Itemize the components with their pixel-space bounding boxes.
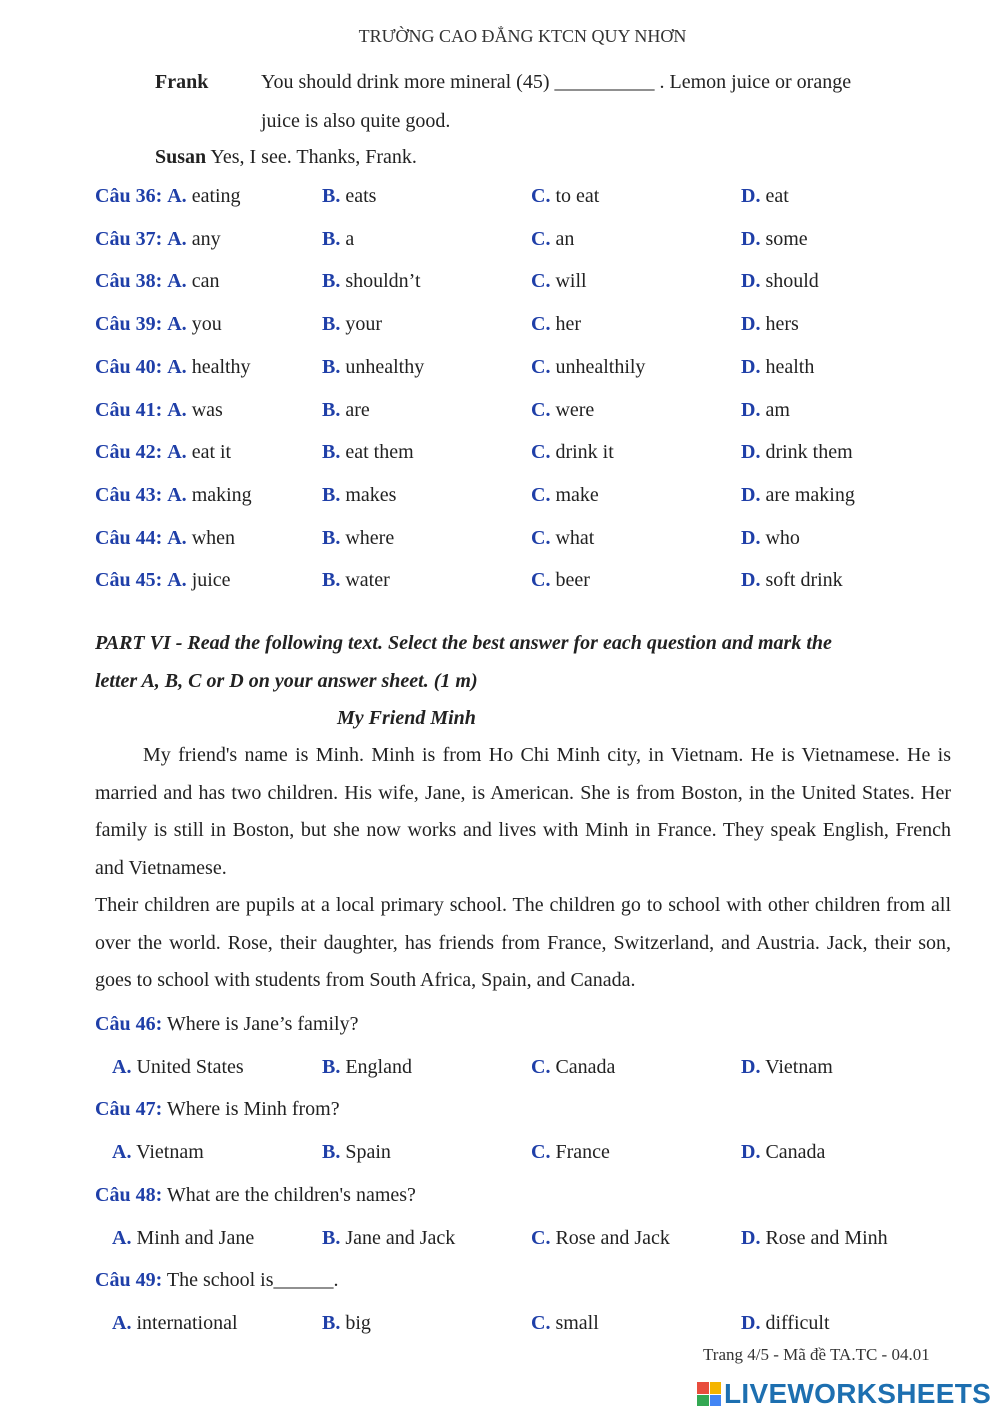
question-number: Câu 40: [95,355,163,378]
option-text: Rose and Minh [765,1226,888,1249]
option-text: am [765,398,790,421]
option-letter: B. [322,1311,341,1334]
option-text: Vietnam [136,1141,204,1164]
question-number-and-option-a [95,356,251,379]
reading-title: My Friend Minh [337,707,476,729]
option-letter: B. [322,313,341,336]
option-text: was [191,398,223,421]
question-number: Câu 42: [95,441,163,464]
answer-option [531,484,599,507]
option-text: Spain [345,1141,391,1164]
option-text: international [136,1311,238,1334]
option-letter: B. [322,355,341,378]
option-text: are [345,398,370,421]
option-letter: A. [167,483,187,506]
option-text: juice [191,569,231,592]
page-footer: Trang 4/5 - Mã đề TA.TC - 04.01 [703,1345,930,1364]
question-number-and-option-a [95,399,223,422]
answer-option [322,270,421,293]
option-text: make [555,483,599,506]
option-letter: C. [531,313,551,336]
option-text: England [345,1056,412,1078]
option-text: any [191,227,221,250]
option-text: small [555,1311,599,1334]
option-text: Jane and Jack [345,1226,456,1249]
option-text: Vietnam [765,1056,833,1078]
option-letter: B. [322,227,341,250]
reading-paragraph-1: My friend's name is Minh. Minh is from Ho Chi Minh city, in Vietnam. He is Vietnamese. He is married and has two children. His wife, Jane, is American. She is from Boston, in the United States. Her family is still in Boston, but she now works and lives with Minh in France. They speak English, French and Vietnamese. [95,744,951,879]
question-text: Where is Jane’s family? [166,1013,359,1035]
answer-option [531,313,581,336]
susan-line [155,146,417,169]
answer-option [322,313,382,336]
option-text: will [555,270,587,293]
option-letter: C. [531,185,551,207]
question-number-and-option-a [95,527,235,550]
susan-text: Yes, I see. Thanks, Frank. [210,146,417,168]
part-6-instruction-line-1: PART VI - Read the following text. Select the best answer for each question and mark the [95,632,832,654]
answer-option [322,1312,371,1335]
option-letter: B. [322,398,341,421]
answer-option [322,569,390,592]
option-letter: C. [531,1226,551,1249]
answer-option [322,484,396,507]
option-text: where [345,526,395,549]
answer-option [322,527,394,550]
option-letter: D. [741,1141,761,1164]
option-text: France [555,1141,610,1164]
answer-option [531,356,645,379]
answer-option [741,1056,833,1079]
question-number: Câu 39: [95,313,163,336]
option-letter: D. [741,441,761,464]
frank-line-1: You should drink more mineral (45) __________ . Lemon juice or orange [261,71,852,93]
option-letter: C. [531,441,551,464]
question-number-and-option-a [95,185,241,208]
option-text: eating [191,185,241,207]
option-text: what [555,526,595,549]
option-letter: A. [167,441,187,464]
option-letter: B. [322,483,341,506]
answer-option [741,569,843,592]
question-number: Câu 49: [95,1268,163,1291]
question-stem [95,1098,340,1121]
option-letter: D. [741,1056,761,1078]
option-text: hers [765,313,799,336]
question-number: Câu 36: [95,185,163,207]
answer-option [112,1056,244,1079]
option-letter: C. [531,569,551,592]
option-letter: B. [322,1056,341,1078]
question-number-and-option-a [95,569,231,592]
option-letter: D. [741,1311,761,1334]
option-letter: A. [167,227,187,250]
answer-option [741,313,799,336]
option-letter: A. [112,1056,132,1078]
answer-option [112,1227,254,1250]
answer-option [322,185,376,208]
answer-option [531,228,574,251]
answer-option [112,1141,204,1164]
question-stem [95,1184,416,1207]
option-letter: C. [531,355,551,378]
answer-option [531,569,590,592]
option-letter: A. [112,1141,132,1164]
option-text: United States [136,1056,244,1078]
option-text: eat it [191,441,232,464]
option-text: should [765,270,819,293]
option-letter: D. [741,569,761,592]
option-letter: C. [531,526,551,549]
option-text: were [555,398,595,421]
option-letter: A. [112,1226,132,1249]
answer-option [531,399,594,422]
question-stem [95,1269,339,1292]
option-letter: A. [167,270,187,293]
answer-option [531,441,614,464]
question-text: The school is______. [166,1268,339,1291]
option-text: soft drink [765,569,843,592]
answer-option [741,527,800,550]
option-letter: A. [112,1311,132,1334]
option-text: to eat [555,185,600,207]
answer-option [741,399,790,422]
question-number: Câu 43: [95,483,163,506]
option-text: eats [345,185,377,207]
option-text: drink it [555,441,614,464]
question-number: Câu 44: [95,526,163,549]
option-text: you [191,313,222,336]
option-text: unhealthy [345,355,425,378]
answer-option [741,1227,888,1250]
option-letter: A. [167,185,187,207]
option-text: Canada [765,1141,826,1164]
option-text: difficult [765,1311,830,1334]
answer-option [322,399,370,422]
question-number-and-option-a [95,228,221,251]
answer-option [741,185,789,208]
question-number-and-option-a [95,270,219,293]
liveworksheets-wordmark: LIVEWORKSHEETS [724,1378,992,1409]
option-text: healthy [191,355,251,378]
option-letter: D. [741,313,761,336]
option-text: beer [555,569,590,592]
option-text: your [345,313,383,336]
question-number: Câu 38: [95,270,163,293]
question-text: Where is Minh from? [166,1098,340,1121]
option-text: drink them [765,441,853,464]
answer-option [741,228,808,251]
answer-option [531,270,587,293]
part-6-instruction-line-2: letter A, B, C or D on your answer sheet. (1 m) [95,670,478,692]
option-text: an [555,227,575,250]
option-letter: A. [167,569,187,592]
option-letter: C. [531,398,551,421]
answer-option [741,1312,830,1335]
option-letter: D. [741,483,761,506]
answer-option [322,1141,391,1164]
reading-paragraph-2: Their children are pupils at a local primary school. The children go to school with other children from all over the world. Rose, their daughter, has friends from France, Switzerland, and Austria. Jack, their son, goes to school with students from South Africa, Spain, and Canada. [95,894,951,991]
answer-option [741,484,855,507]
answer-option [112,1312,238,1335]
option-text: who [765,526,800,549]
option-text: Minh and Jane [136,1226,255,1249]
option-letter: D. [741,398,761,421]
answer-option [322,441,414,464]
option-text: when [191,526,236,549]
option-letter: C. [531,1056,551,1078]
option-letter: B. [322,1226,341,1249]
question-number: Câu 46: [95,1013,163,1035]
option-letter: C. [531,270,551,293]
option-letter: B. [322,185,341,207]
option-text: some [765,227,808,250]
option-text: Rose and Jack [555,1226,670,1249]
option-letter: C. [531,1141,551,1164]
option-letter: D. [741,185,761,207]
question-number-and-option-a [95,441,231,464]
answer-option [322,1056,412,1079]
answer-option [531,527,594,550]
option-letter: A. [167,526,187,549]
speaker-susan: Susan [155,146,207,168]
option-letter: B. [322,1141,341,1164]
question-stem [95,1013,358,1036]
answer-option [741,270,819,293]
answer-option [322,1227,455,1250]
option-text: can [191,270,220,293]
option-text: a [345,227,355,250]
option-text: eat [765,185,789,207]
answer-option [531,1141,610,1164]
question-number: Câu 37: [95,227,163,250]
answer-option [741,1141,825,1164]
frank-line-2: juice is also quite good. [261,110,451,132]
liveworksheets-logo [697,1378,991,1410]
question-number-and-option-a [95,484,252,507]
answer-option [531,1312,599,1335]
option-letter: A. [167,398,187,421]
option-letter: C. [531,1311,551,1334]
option-letter: A. [167,313,187,336]
option-letter: D. [741,526,761,549]
answer-option [322,228,354,251]
answer-option [531,185,599,208]
option-letter: C. [531,483,551,506]
option-letter: C. [531,227,551,250]
option-letter: D. [741,355,761,378]
option-letter: B. [322,441,341,464]
school-header: TRƯỜNG CAO ĐẲNG KTCN QUY NHƠN [358,26,687,46]
option-text: Canada [555,1056,616,1078]
answer-option [531,1227,670,1250]
option-letter: D. [741,227,761,250]
option-letter: D. [741,270,761,293]
option-text: makes [345,483,397,506]
option-letter: D. [741,1226,761,1249]
option-text: unhealthily [555,355,646,378]
question-number-and-option-a [95,313,222,336]
answer-option [531,1056,615,1079]
option-text: eat them [345,441,414,464]
question-text: What are the children's names? [166,1183,416,1206]
option-letter: B. [322,270,341,293]
liveworksheets-logo-icon [697,1382,721,1406]
option-letter: A. [167,355,187,378]
option-letter: B. [322,526,341,549]
question-number: Câu 41: [95,398,163,421]
option-letter: B. [322,569,341,592]
option-text: are making [765,483,855,506]
option-text: shouldn’t [345,270,421,293]
question-number: Câu 45: [95,569,163,592]
question-number: Câu 47: [95,1098,163,1121]
speaker-frank: Frank [155,71,209,93]
option-text: health [765,355,815,378]
option-text: her [555,313,581,336]
option-text: big [345,1311,371,1334]
answer-option [741,356,814,379]
answer-option [741,441,853,464]
question-number: Câu 48: [95,1183,163,1206]
answer-option [322,356,424,379]
option-text: making [191,483,252,506]
option-text: water [345,569,390,592]
